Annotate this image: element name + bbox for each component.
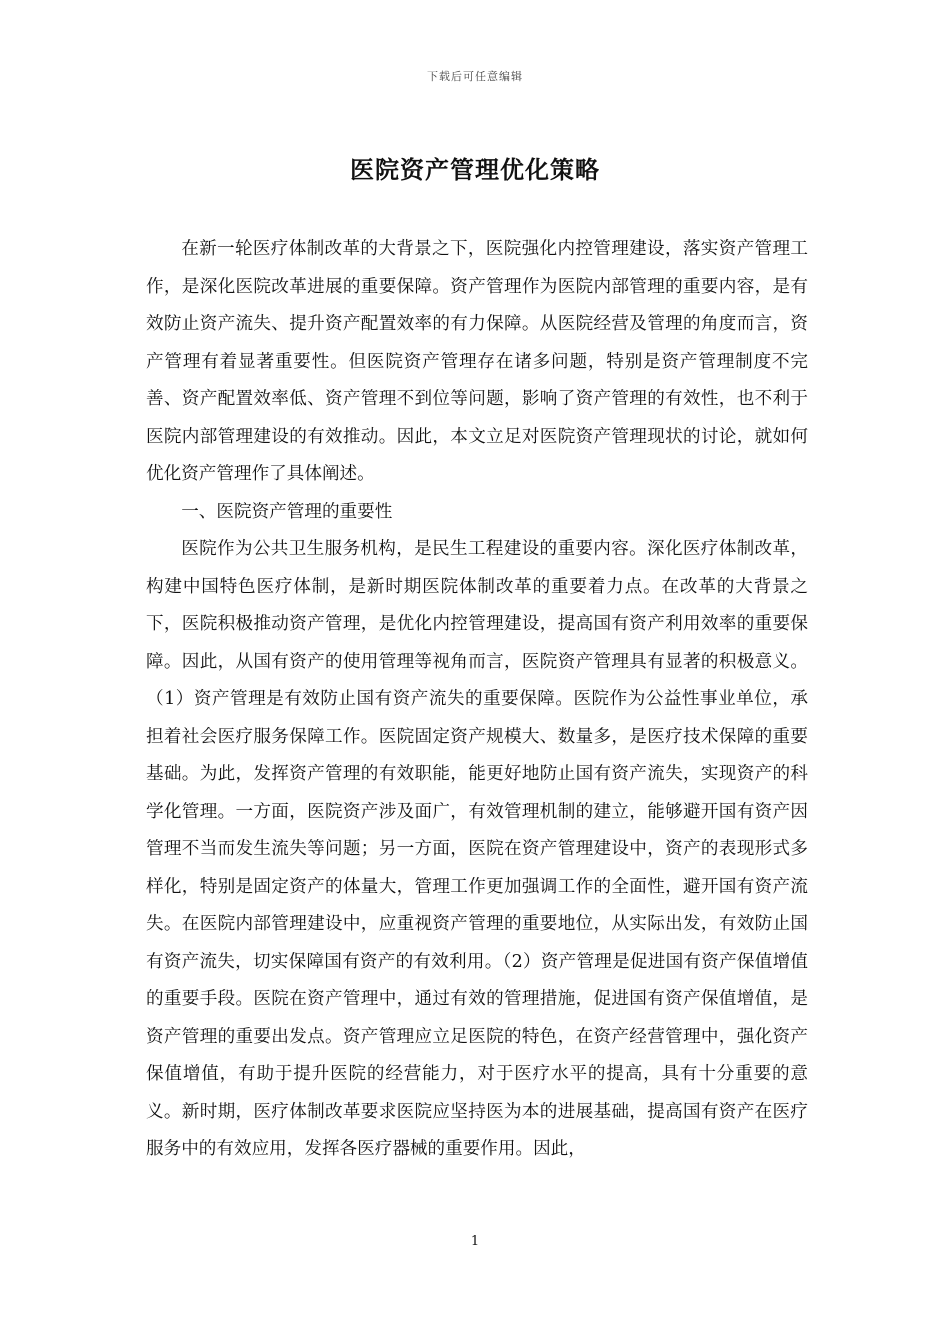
- page-number: 1: [470, 1234, 480, 1249]
- section-paragraph: 医院作为公共卫生服务机构，是民生工程建设的重要内容。深化医疗体制改革，构建中国特色医疗体制，是新时期医院体制改革的重要着力点。在改革的大背景之下，医院积极推动资产管理，是优化内控管理建设，提高国有资产利用效率的重要保障。因此，从国有资产的使用管理等视角而言，医院资产管理具有显著的积极意义。（1）资产管理是有效防止国有资产流失的重要保障。医院作为公益性事业单位，承担着社会医疗服务保障工作。医院固定资产规模大、数量多，是医疗技术保障的重要基础。为此，发挥资产管理的有效职能，能更好地防止国有资产流失，实现资产的科学化管理。一方面，医院资产涉及面广，有效管理机制的建立，能够避开国有资产因管理不当而发生流失等问题；另一方面，医院在资产管理建设中，资产的表现形式多样化，特别是固定资产的体量大，管理工作更加强调工作的全面性，避开国有资产流失。在医院内部管理建设中，应重视资产管理的重要地位，从实际出发，有效防止国有资产流失，切实保障国有资产的有效利用。（2）资产管理是促进国有资产保值增值的重要手段。医院在资产管理中，通过有效的管理措施，促进国有资产保值增值，是资产管理的重要出发点。资产管理应立足医院的特色，在资产经营管理中，强化资产保值增值，有助于提升医院的经营能力，对于医疗水平的提高，具有十分重要的意义。新时期，医疗体制改革要求医院应坚持医为本的进展基础，提高国有资产在医疗服务中的有效应用，发挥各医疗器械的重要作用。因此，: [146, 539, 808, 1159]
- document-body: [146, 231, 808, 1169]
- intro-paragraph: 在新一轮医疗体制改革的大背景之下，医院强化内控管理建设，落实资产管理工作，是深化医院改革进展的重要保障。资产管理作为医院内部管理的重要内容，是有效防止资产流失、提升资产配置效率的有力保障。从医院经营及管理的角度而言，资产管理有着显著重要性。但医院资产管理存在诸多问题，特别是资产管理制度不完善、资产配置效率低、资产管理不到位等问题，影响了资产管理的有效性，也不利于医院内部管理建设的有效推动。因此，本文立足对医院资产管理现状的讨论，就如何优化资产管理作了具体阐述。: [146, 239, 808, 484]
- header-note: 下载后可任意编辑: [427, 70, 523, 83]
- section-heading: 一、医院资产管理的重要性: [181, 501, 393, 522]
- document-title: 医院资产管理优化策略: [350, 155, 600, 184]
